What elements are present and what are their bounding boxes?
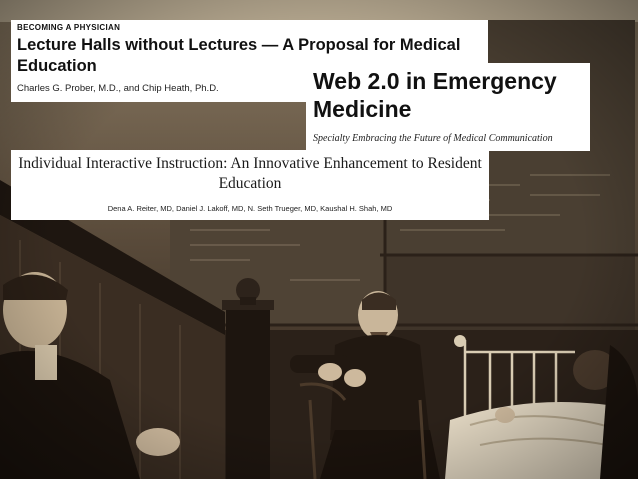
article-clipping-web-2-0 — [306, 63, 590, 151]
section-kicker: BECOMING A PHYSICIAN — [17, 23, 121, 32]
article-title: Web 2.0 in Emergency Medicine — [313, 68, 557, 122]
article-clipping-individual-instruction — [11, 150, 489, 220]
article-subtitle: Specialty Embracing the Future of Medical Communication — [313, 133, 553, 144]
article-authors: Dena A. Reiter, MD, Daniel J. Lakoff, MD, N. Seth Trueger, MD, Kaushal H. Shah, MD — [107, 204, 393, 213]
article-title: Individual Interactive Instruction: An Innovative Enhancement to Resident Education — [18, 155, 482, 192]
article-title: Lecture Halls without Lectures — A Proposal for Medical Education — [17, 36, 461, 75]
article-authors: Charles G. Prober, M.D., and Chip Heath, Ph.D. — [17, 83, 219, 94]
